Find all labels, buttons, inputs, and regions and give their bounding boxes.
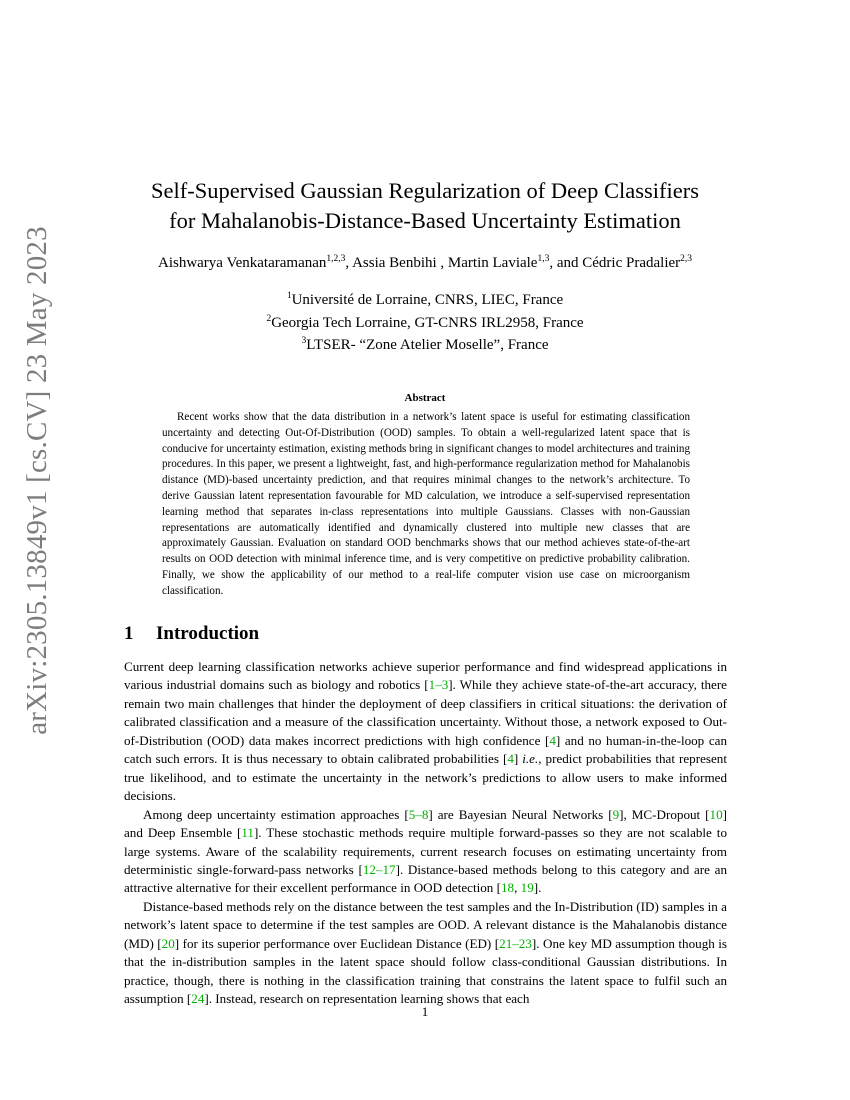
citation-link[interactable]: 10 (709, 806, 723, 822)
section-heading (124, 623, 259, 645)
body-text-run: Among deep uncertainty estimation approaches [ (143, 806, 409, 822)
body-text-run: Current deep learning classification networks achieve superior performance and find widespread applications in various industrial domains such as biology and robotics [ (124, 659, 727, 693)
emphasis-text: i.e., (522, 751, 542, 767)
body-text-run: ] (513, 751, 523, 767)
author-name: Aishwarya Venkataramanan (157, 255, 327, 271)
paper-title (100, 176, 750, 236)
author-name: Assia Benbihi (352, 255, 437, 271)
citation-link[interactable]: 18 (501, 880, 515, 896)
author-affiliation-marker: 1,3 (537, 254, 550, 264)
affiliation (150, 332, 700, 355)
author-name: Martin Laviale (447, 255, 538, 271)
body-text-run: ]. One key MD assumption though is that the in-distribution samples in the latent space should follow class-conditional Gaussian distributions. In practice, though, there is nothing in the classification training that constrains the latent space to fulfil such an assumption [ (124, 935, 728, 1007)
affiliation (150, 287, 700, 310)
author-list (80, 254, 770, 272)
citation-link[interactable]: 12–17 (362, 861, 396, 877)
introduction-body (124, 658, 727, 1009)
body-paragraph (124, 806, 727, 898)
affiliation-marker: 3 (301, 336, 307, 346)
body-text-run: ]. These stochastic methods require multiple forward-passes so they are not scalable to large systems. Aware of the scalability requirements, current research focuses on estimating uncertainty from deterministic single-forward-pass networks [ (124, 825, 727, 877)
citation-link[interactable]: 5–8 (408, 806, 429, 822)
affiliation-text: Georgia Tech Lorraine, GT-CNRS IRL2958, France (271, 314, 584, 331)
author-name: Cédric Pradalier (582, 255, 681, 271)
arxiv-identifier-text: arXiv:2305.13849v1 [cs.CV] 23 May 2023 (20, 225, 53, 735)
citation-link[interactable]: 11 (241, 825, 254, 841)
body-text-run: ] and no human-in-the-loop can catch such errors. It is thus necessary to obtain calibrated probabilities [ (124, 732, 727, 767)
body-text-run: ]. Instead, research on representation learning shows that each (204, 991, 530, 1007)
section-title: Introduction (156, 623, 260, 644)
body-text-run: ], MC-Dropout [ (619, 806, 710, 822)
affiliation-marker: 2 (266, 313, 272, 324)
body-text-run: ]. Distance-based methods belong to this category and are an attractive alternative for their excellent performance in OOD detection [ (124, 861, 728, 896)
author-affiliation-marker: 1,2,3 (326, 254, 346, 264)
affiliation-list (150, 287, 700, 355)
page-number: 1 (421, 1004, 429, 1019)
body-text-run: ] are Bayesian Neural Networks [ (428, 806, 613, 822)
paper-title-line-2: for Mahalanobis-Distance-Based Uncertainty Estimation (169, 208, 681, 233)
section-number: 1 (124, 623, 134, 644)
citation-link[interactable]: 9 (612, 806, 620, 822)
author-affiliation-marker: 2,3 (680, 254, 693, 264)
author-separator: , (436, 255, 448, 271)
abstract-heading: Abstract (404, 392, 446, 404)
body-text-run: , (514, 880, 521, 896)
citation-link[interactable]: 4 (507, 751, 514, 767)
citation-link[interactable]: 21–23 (499, 935, 532, 951)
affiliation-marker: 1 (286, 291, 292, 301)
body-text-run: Distance-based methods rely on the distance between the test samples and the In-Distribution (ID) samples in a network’s latent space to determine if the test samples are OOD. A relevant distance is the Mahalanobis distance (MD) [ (124, 898, 727, 951)
affiliation-text: Université de Lorraine, CNRS, LIEC, France (291, 292, 564, 308)
arxiv-identifier-stamp (14, 225, 60, 735)
body-paragraph (124, 898, 727, 1009)
affiliation-text: LTSER- “Zone Atelier Moselle”, France (306, 337, 549, 353)
citation-link[interactable]: 4 (549, 732, 556, 748)
citation-link[interactable]: 20 (161, 935, 175, 951)
body-text-run: ] and Deep Ensemble [ (124, 806, 728, 841)
affiliation (150, 310, 700, 333)
body-text-run: ] for its superior performance over Euclidean Distance (ED) [ (174, 935, 500, 951)
paper-title-line-1: Self-Supervised Gaussian Regularization of Deep Classifiers (151, 178, 699, 203)
citation-link[interactable]: 24 (191, 991, 205, 1007)
body-paragraph (124, 658, 727, 806)
abstract-body: Recent works show that the data distribution in a network’s latent space is useful for estimating classification uncertainty and detecting Out-Of-Distribution (OOD) samples. To obtain a well-regularized latent space that is conducive for uncertainty estimation, existing methods bring in significant changes to model architectures and training procedures. In this paper, we present a lightweight, fast, and high-performance regularization method for Mahalanobis distance (MD)-based uncertainty prediction, and that requires minimal changes to the network’s architecture. To derive Gaussian latent representation favourable for MD calculation, we introduce a self-supervised representation learning method that separates in-class representations into multiple Gaussians. Classes with non-Gaussian representations are automatically identified and dynamically clustered into multiple new classes that are approximately Gaussian. Evaluation on standard OOD benchmarks shows that our method achieves state-of-the-art results on OOD detection with minimal inference time, and is very competitive on predictive probability calibration. Finally, we show the applicability of our method to a real-life computer vision use case on microorganism classification. (162, 411, 690, 597)
citation-link[interactable]: 1–3 (428, 677, 449, 693)
body-text-run: predict probabilities that represent true likelihood, and to estimate the uncertainty in the network’s predictions to allow users to make informed decisions. (124, 751, 727, 804)
author-separator: , (345, 255, 353, 271)
citation-link[interactable]: 19 (520, 880, 534, 896)
author-separator: , and (549, 255, 583, 271)
body-text-run: ]. While they achieve state-of-the-art accuracy, there remain two main challenges that hinder the deployment of deep classifiers in critical situations: the derivation of calibrated classification and a measure of the classification uncertainty. Without those, a network exposed to Out-of-Distribution (OOD) data makes incorrect predictions with high confidence [ (124, 677, 727, 748)
body-text-run: ]. (533, 880, 542, 896)
